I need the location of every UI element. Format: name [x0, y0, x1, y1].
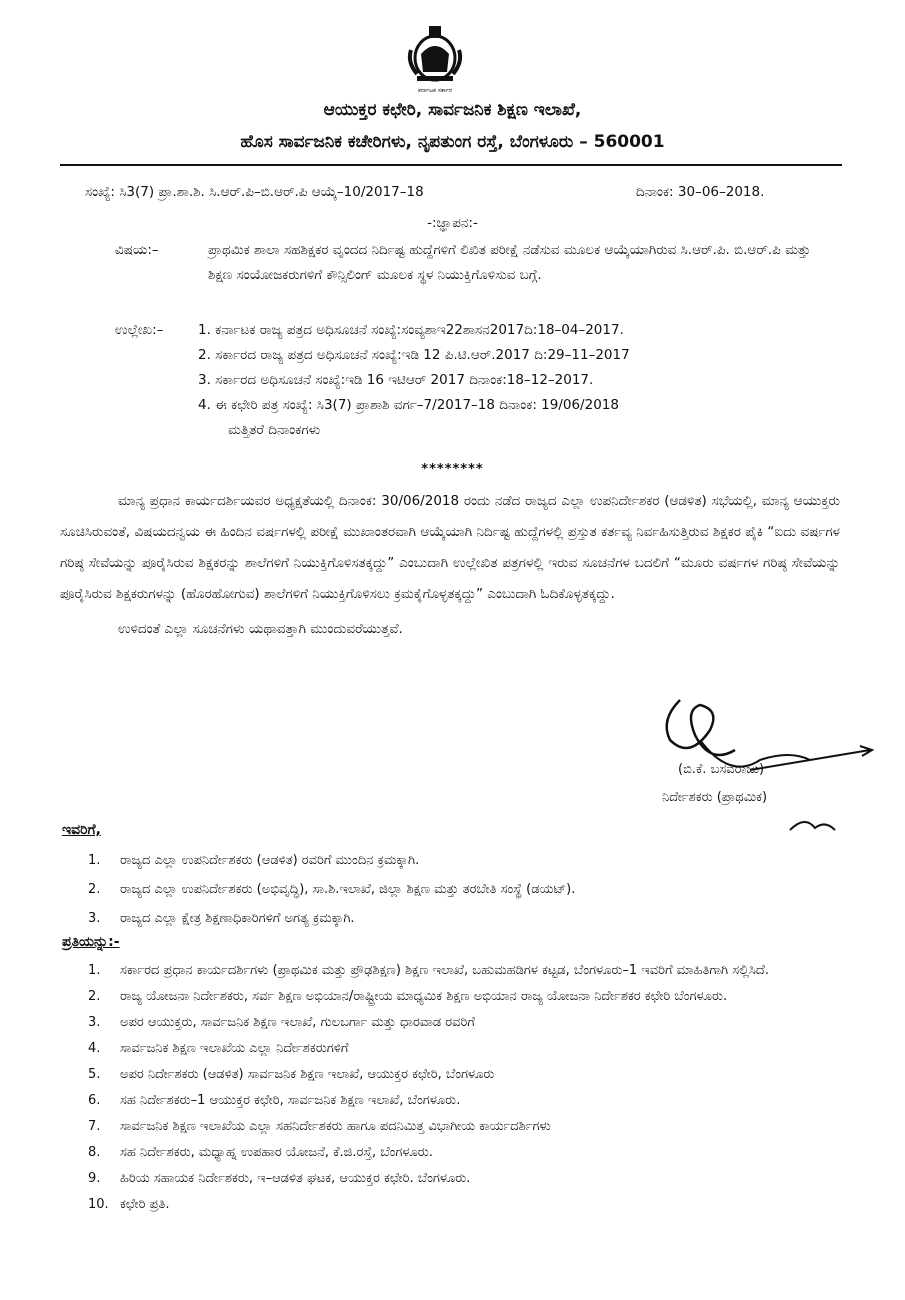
cc-list: [88, 958, 848, 1218]
list-item: [88, 875, 848, 904]
reference-item: ಮತ್ತಿತರೆ ದಿನಾಂಕಗಳು: [228, 422, 321, 438]
to-list: [88, 846, 848, 933]
signatory-designation: ನಿರ್ದೇಶಕರು (ಪ್ರಾಥಮಿಕ): [662, 790, 768, 805]
references-label: ಉಲ್ಲೇಖ:–: [115, 322, 164, 338]
list-item: [88, 1192, 848, 1218]
government-emblem-icon: [403, 20, 467, 96]
reference-item: 3. ಸರ್ಕಾರದ ಅಧಿಸೂಚನೆ ಸಂಖ್ಯೆ:ಇಡಿ 16 ಇಟಿಆರ್ 2017 ದಿನಾಂಕ:18–12–2017.: [198, 372, 594, 388]
emblem-caption: ಕರ್ನಾಟಕ ಸರ್ಕಾರ: [417, 87, 453, 94]
list-item: [88, 958, 848, 984]
subject-label: ವಿಷಯ:–: [115, 242, 159, 258]
list-item: [88, 984, 848, 1010]
list-item-text: ಸಾರ್ವಜನಿಕ ಶಿಕ್ಷಣ ಇಲಾಖೆಯ ಎಲ್ಲಾ ನಿರ್ದೇಶಕರುಗಳಿಗೆ: [120, 1041, 349, 1056]
body-text: [60, 486, 840, 645]
list-item-text: ಸಾರ್ವಜನಿಕ ಶಿಕ್ಷಣ ಇಲಾಖೆಯ ಎಲ್ಲಾ ಸಹನಿರ್ದೇಶಕರು ಹಾಗೂ ಪದನಿಮಿತ್ತ ವಿಭಾಗೀಯ ಕಾರ್ಯದರ್ಶಿಗಳು: [120, 1119, 551, 1134]
memo-title: -:ಜ್ಞಾಪನ:-: [427, 215, 478, 231]
references-list: [198, 318, 848, 443]
list-item-number: 2.: [88, 882, 101, 897]
list-item-text: ಸರ್ಕಾರದ ಪ್ರಧಾನ ಕಾರ್ಯದರ್ಶಿಗಳು (ಪ್ರಾಥಮಿಕ ಮತ್ತು ಪ್ರೌಢಶಿಕ್ಷಣ) ಶಿಕ್ಷಣ ಇಲಾಖೆ, ಬಹುಮಹಡಿಗಳ ಕಟ್ಟಡ, ಬೆಂಗಳೂರು–1 ಇವರಿಗೆ ಮಾಹಿತಿಗಾಗಿ ಸಲ್ಲಿಸಿದೆ.: [120, 963, 769, 978]
separator: ********: [421, 462, 484, 477]
list-item: [88, 1114, 848, 1140]
reference-item: 4. ಈ ಕಛೇರಿ ಪತ್ರ ಸಂಖ್ಯೆ: ಸಿ3(7) ಪ್ರಾಶಾಶಿ ವರ್ಗ–7/2017–18 ದಿನಾಂಕ: 19/06/2018: [198, 397, 619, 413]
subject-text: ಪ್ರಾಥಮಿಕ ಶಾಲಾ ಸಹಶಿಕ್ಷಕರ ವೃಂದದ ನಿರ್ದಿಷ್ಟ ಹುದ್ದೆಗಳಿಗೆ ಲಿಖಿತ ಪರೀಕ್ಷೆ ನಡೆಸುವ ಮೂಲಕ ಆಯ್ಕೆಯಾಗಿರುವ ಸಿ.ಆರ್.ಪಿ. ಬಿ.ಆರ್.ಪಿ ಮತ್ತು ಶಿಕ್ಷಣ ಸಂಯೋಜಕರುಗಳಿಗೆ ಕೌನ್ಸಿಲಿಂಗ್ ಮೂಲಕ ಸ್ಥಳ ನಿಯುಕ್ತಿಗೊಳಿಸುವ ಬಗ್ಗೆ.: [208, 242, 811, 283]
list-item-text: ಹಿರಿಯ ಸಹಾಯಕ ನಿರ್ದೇಶಕರು, ಇ–ಆಡಳಿತ ಘಟಕ, ಆಯುಕ್ತರ ಕಛೇರಿ. ಬೆಂಗಳೂರು.: [120, 1171, 471, 1186]
list-item-number: 5.: [88, 1067, 101, 1082]
header-divider: [60, 164, 842, 166]
list-item: [88, 1036, 848, 1062]
reference-number: ಸಂಖ್ಯೆ: ಸಿ3(7) ಪ್ರಾ.ಶಾ.ಶಿ. ಸಿ.ಆರ್.ಪಿ–ಬಿ.ಆರ್.ಪಿ ಆಯ್ಕೆ–10/2017–18: [85, 184, 424, 200]
list-item-number: 10.: [88, 1197, 109, 1212]
list-item: [88, 846, 848, 875]
list-item-text: ಸಹ ನಿರ್ದೇಶಕರು–1 ಆಯುಕ್ತರ ಕಛೇರಿ, ಸಾರ್ವಜನಿಕ ಶಿಕ್ಷಣ ಇಲಾಖೆ, ಬೆಂಗಳೂರು.: [120, 1093, 461, 1108]
to-heading: ಇವರಿಗೆ,: [62, 822, 101, 838]
list-item-text: ರಾಜ್ಯದ ಎಲ್ಲಾ ಉಪನಿರ್ದೇಶಕರು (ಅಭಿವೃದ್ಧಿ), ಸಾ.ಶಿ.ಇಲಾಖೆ, ಜಿಲ್ಲಾ ಶಿಕ್ಷಣ ಮತ್ತು ತರಬೇತಿ ಸಂಸ್ಥೆ (ಡಯಟ್).: [120, 882, 576, 897]
list-item: [88, 1010, 848, 1036]
cc-heading: ಪ್ರತಿಯನ್ನು:-: [62, 934, 120, 950]
list-item-text: ಸಹ ನಿರ್ದೇಶಕರು, ಮಧ್ಯಾಹ್ನ ಉಪಹಾರ ಯೋಜನೆ, ಕೆ.ಜಿ.ರಸ್ತೆ, ಬೆಂಗಳೂರು.: [120, 1145, 433, 1160]
list-item-number: 6.: [88, 1093, 101, 1108]
list-item: [88, 1088, 848, 1114]
reference-item: 1. ಕರ್ನಾಟಕ ರಾಜ್ಯ ಪತ್ರದ ಅಧಿಸೂಚನೆ ಸಂಖ್ಯೆ:ಸಂವ್ಯಶಾಇ22ಶಾಸನ2017ದಿ:18–04–2017.: [198, 322, 624, 338]
list-item-text: ಅಪರ ನಿರ್ದೇಶಕರು (ಆಡಳಿತ) ಸಾರ್ವಜನಿಕ ಶಿಕ್ಷಣ ಇಲಾಖೆ, ಆಯುಕ್ತರ ಕಛೇರಿ, ಬೆಂಗಳೂರು: [120, 1067, 495, 1082]
list-item: [88, 1140, 848, 1166]
list-item-number: 9.: [88, 1171, 101, 1186]
office-name: ಆಯುಕ್ತರ ಕಛೇರಿ, ಸಾರ್ವಜನಿಕ ಶಿಕ್ಷಣ ಇಲಾಖೆ,: [323, 100, 582, 120]
list-item-text: ರಾಜ್ಯ ಯೋಜನಾ ನಿರ್ದೇಶಕರು, ಸರ್ವ ಶಿಕ್ಷಣ ಅಭಿಯಾನ/ರಾಷ್ಟ್ರೀಯ ಮಾಧ್ಯಮಿಕ ಶಿಕ್ಷಣ ಅಭಿಯಾನ ರಾಜ್ಯ ಯೋಜನಾ ನಿರ್ದೇಶಕರ ಕಛೇರಿ ಬೆಂಗಳೂರು.: [120, 989, 728, 1004]
list-item-number: 3.: [88, 911, 101, 926]
document-date: ದಿನಾಂಕ: 30–06–2018.: [636, 184, 765, 200]
office-address: ಹೊಸ ಸಾರ್ವಜನಿಕ ಕಚೇರಿಗಳು, ನೃಪತುಂಗ ರಸ್ತೆ, ಬೆಂಗಳೂರು – 560001: [240, 132, 665, 152]
reference-item: 2. ಸರ್ಕಾರದ ರಾಜ್ಯ ಪತ್ರದ ಅಧಿಸೂಚನೆ ಸಂಖ್ಯೆ:ಇಡಿ 12 ಪಿ.ಟಿ.ಆರ್.2017 ದಿ:29–11–2017: [198, 347, 630, 363]
body-paragraph: ಮಾನ್ಯ ಪ್ರಧಾನ ಕಾರ್ಯದರ್ಶಿಯವರ ಅಧ್ಯಕ್ಷತೆಯಲ್ಲಿ ದಿನಾಂಕ: 30/06/2018 ರಂದು ನಡೆದ ರಾಜ್ಯದ ಎಲ್ಲಾ ಉಪನಿರ್ದೇಶಕರ (ಆಡಳಿತ) ಸಭೆಯಲ್ಲಿ, ಮಾನ್ಯ ಆಯುಕ್ತರು ಸೂಚಿಸಿರುವಂತೆ, ವಿಷಯದನ್ವಯ ಈ ಹಿಂದಿನ ವರ್ಷಗಳಲ್ಲಿ ಪರೀಕ್ಷೆ ಮುಖಾಂತರವಾಗಿ ಆಯ್ಕೆಯಾಗಿ ನಿರ್ದಿಷ್ಟ ಹುದ್ದೆಗಳಲ್ಲಿ ಪ್ರಸ್ತುತ ಕರ್ತವ್ಯ ನಿರ್ವಹಿಸುತ್ತಿರುವ ಶಿಕ್ಷಕರ ಪೈಕಿ “ಐದು ವರ್ಷಗಳ ಗರಿಷ್ಠ ಸೇವೆಯನ್ನು ಪೂರೈಸಿರುವ ಶಿಕ್ಷಕರನ್ನು ಶಾಲೆಗಳಿಗೆ ನಿಯುಕ್ತಿಗೊಳಿಸತಕ್ಕದ್ದು” ಎಂಬುದಾಗಿ ಉಲ್ಲೇಖಿತ ಪತ್ರಗಳಲ್ಲಿ ಇರುವ ಸೂಚನೆಗಳ ಬದಲಿಗೆ “ಮೂರು ವರ್ಷಗಳ ಗರಿಷ್ಠ ಸೇವೆಯನ್ನು ಪೂರೈಸಿರುವ ಶಿಕ್ಷಕರುಗಳನ್ನು (ಹೊರಹೋಗುವ) ಶಾಲೆಗಳಿಗೆ ನಿಯುಕ್ತಿಗೊಳಿಸಲು ಕ್ರಮಕೈಗೊಳ್ಳತಕ್ಕದ್ದು” ಎಂಬುದಾಗಿ ಓದಿಕೊಳ್ಳತಕ್ಕದ್ದು.: [60, 493, 840, 602]
list-item-text: ರಾಜ್ಯದ ಎಲ್ಲಾ ಉಪನಿರ್ದೇಶಕರು (ಆಡಳಿತ) ರವರಿಗೆ ಮುಂದಿನ ಕ್ರಮಕ್ಕಾಗಿ.: [120, 853, 420, 868]
body-paragraph: ಉಳಿದಂತೆ ಎಲ್ಲಾ ಸೂಚನೆಗಳು ಯಥಾವತ್ತಾಗಿ ಮುಂದುವರೆಯುತ್ತವೆ.: [118, 621, 403, 637]
list-item-number: 2.: [88, 989, 101, 1004]
list-item-number: 1.: [88, 853, 101, 868]
list-item: [88, 904, 848, 933]
list-item-text: ಕಛೇರಿ ಪ್ರತಿ.: [120, 1197, 170, 1212]
list-item-number: 4.: [88, 1041, 101, 1056]
list-item: [88, 1166, 848, 1192]
list-item-number: 8.: [88, 1145, 101, 1160]
signatory-name: (ಬಿ.ಕೆ. ಬಸವರಾಜು): [678, 762, 765, 777]
list-item: [88, 1062, 848, 1088]
list-item-text: ರಾಜ್ಯದ ಎಲ್ಲಾ ಕ್ಷೇತ್ರ ಶಿಕ್ಷಣಾಧಿಕಾರಿಗಳಿಗೆ ಅಗತ್ಯ ಕ್ರಮಕ್ಕಾಗಿ.: [120, 911, 355, 926]
list-item-number: 1.: [88, 963, 101, 978]
list-item-number: 3.: [88, 1015, 101, 1030]
list-item-number: 7.: [88, 1119, 101, 1134]
list-item-text: ಅಪರ ಆಯುಕ್ತರು, ಸಾರ್ವಜನಿಕ ಶಿಕ್ಷಣ ಇಲಾಖೆ, ಗುಲಬರ್ಗಾ ಮತ್ತು ಧಾರವಾಡ ರವರಿಗೆ: [120, 1015, 475, 1030]
